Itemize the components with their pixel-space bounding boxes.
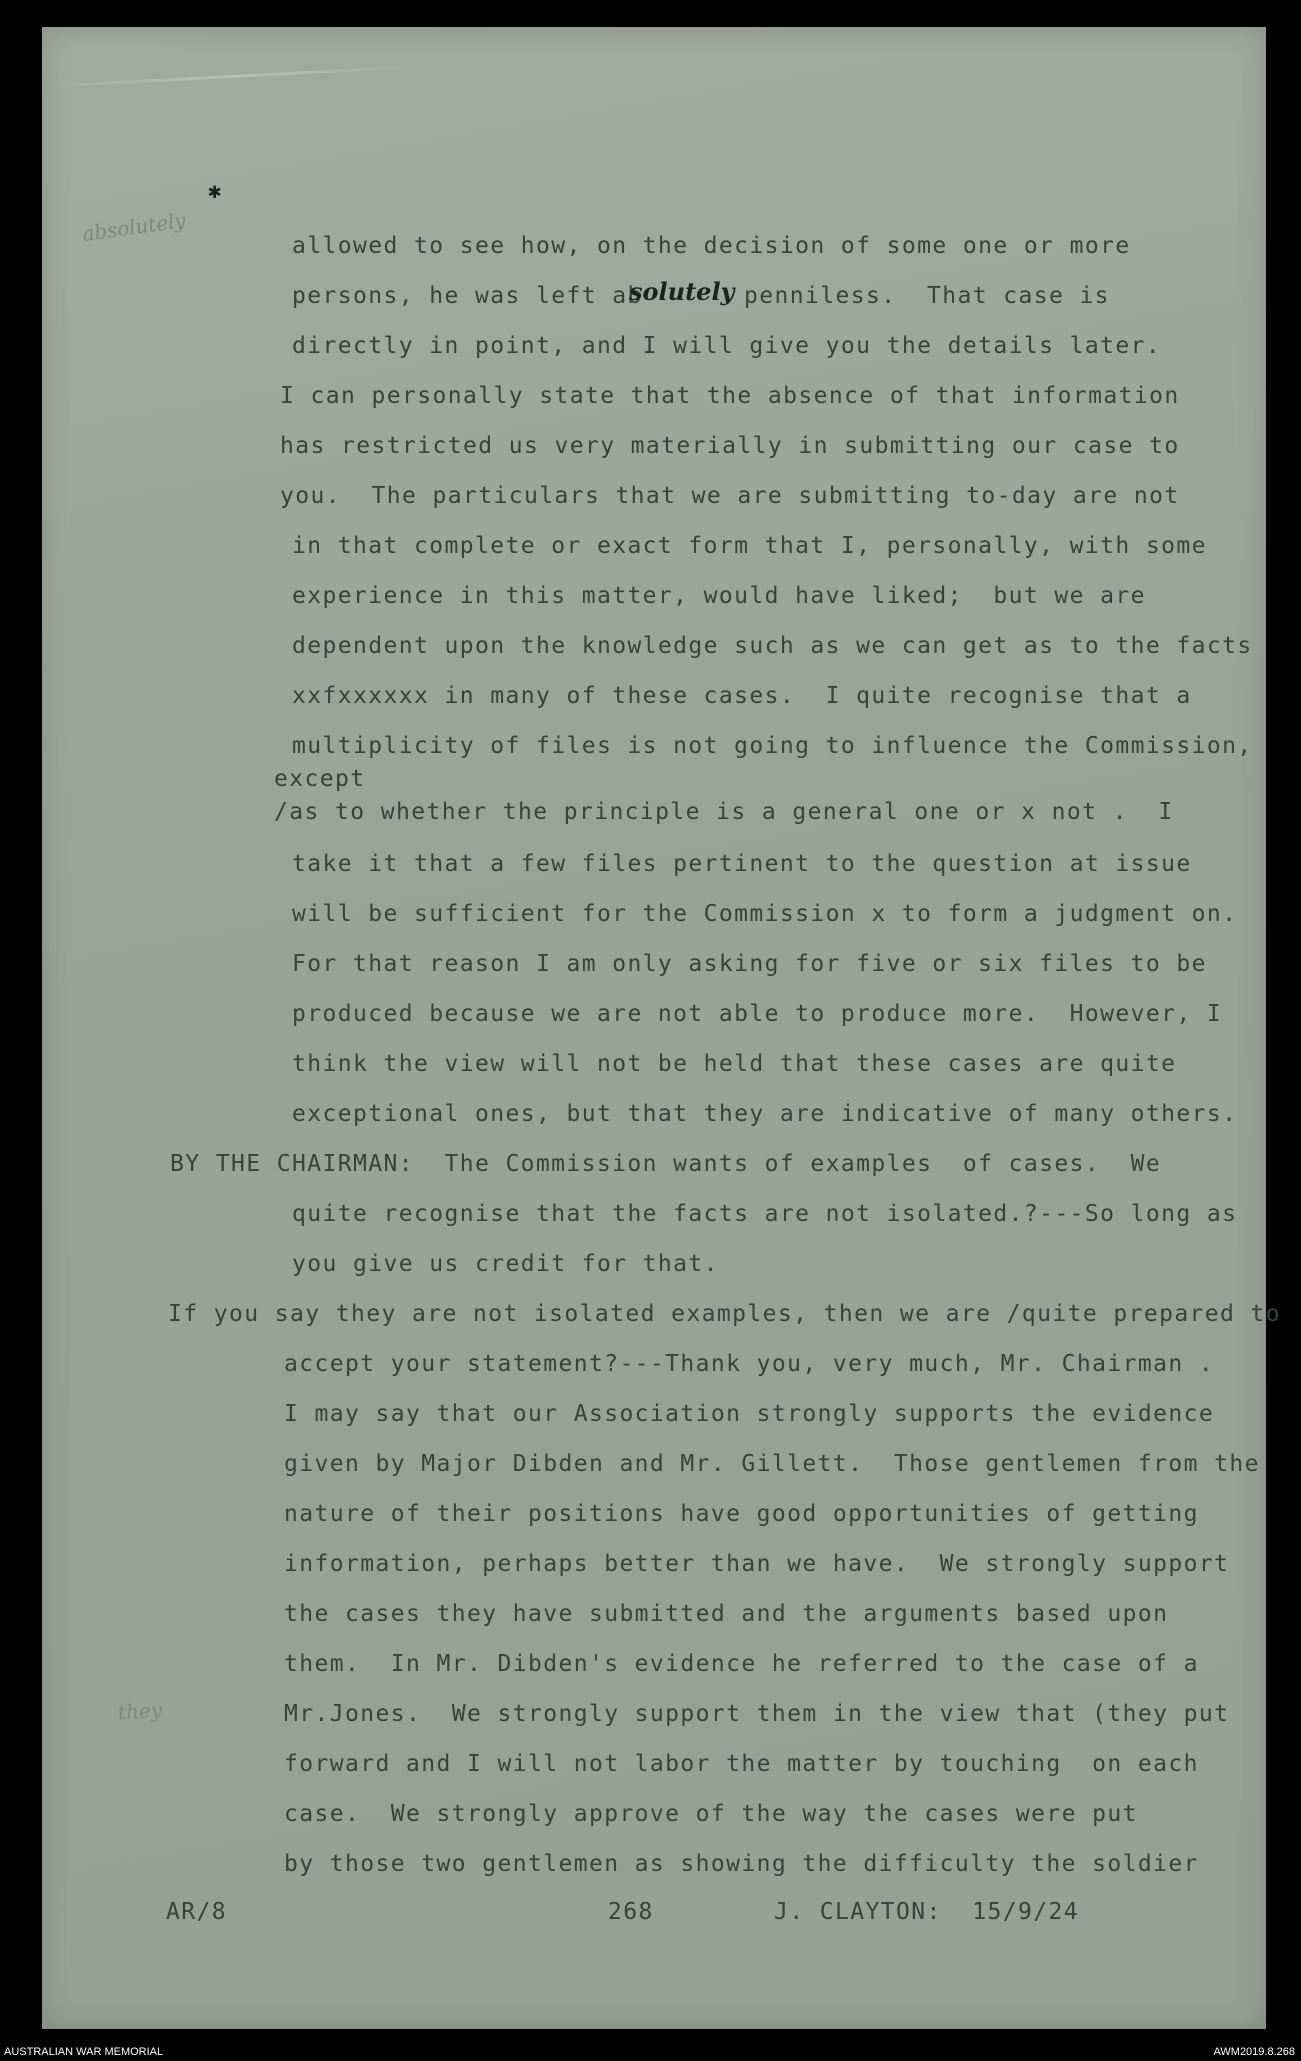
text-line: xxfxxxxxx in many of these cases. I quite recognise that a [292,683,1192,709]
inserted-word: except [274,766,366,792]
margin-note-they: they [117,1697,163,1725]
ink-mark-icon: ✱ [208,179,222,204]
text-line: will be sufficient for the Commission x to form a judgment on. [292,901,1238,927]
archive-name: AUSTRALIAN WAR MEMORIAL [4,2046,164,2058]
text-line: think the view will not be held that these cases are quite [292,1051,1177,1077]
text-line: them. In Mr. Dibden's evidence he referred to the case of a [284,1651,1199,1677]
text-line: accept your statement?---Thank you, very much, Mr. Chairman . [284,1351,1215,1377]
footer-ref: AR/8 [166,1899,227,1925]
document-page [42,27,1282,2029]
handwritten-insert: solutely [629,277,735,306]
text-line: case. We strongly approve of the way the cases were put [284,1801,1138,1827]
text-line: /as to whether the principle is a general one or x not . I [274,799,1174,825]
text-line: I may say that our Association strongly supports the evidence [284,1401,1215,1427]
text-line: nature of their positions have good opportunities of getting [284,1501,1199,1527]
text-line: information, perhaps better than we have. We strongly support [284,1551,1230,1577]
text-line: exceptional ones, but that they are indicative of many others. [292,1101,1238,1127]
text-line: you give us credit for that. [292,1251,719,1277]
margin-note-absolutely: absolutely [80,207,188,247]
text-line: in that complete or exact form that I, personally, with some [292,533,1207,559]
footer-page-number: 268 [608,1899,654,1925]
text-line: persons, he was left ab [292,283,643,309]
text-line: I can personally state that the absence of that information [280,383,1180,409]
archive-bar [0,2044,1301,2061]
text-line: given by Major Dibden and Mr. Gillett. Those gentlemen from the [284,1451,1260,1477]
text-line: forward and I will not labor the matter by touching on each [284,1751,1199,1777]
text-line: quite recognise that the facts are not isolated.?---So long as [292,1201,1238,1227]
text-line: has restricted us very materially in submitting our case to [280,433,1180,459]
text-line: experience in this matter, would have liked; but we are [292,583,1146,609]
archive-id: AWM2019.8.268 [1213,2046,1295,2058]
text-line: you. The particulars that we are submitting to-day are not [280,483,1180,509]
text-line: by those two gentlemen as showing the difficulty the soldier [284,1851,1199,1877]
text-line: allowed to see how, on the decision of some one or more [292,233,1131,259]
text-line: If you say they are not isolated examples, then we are /quite prepared to [168,1301,1282,1327]
text-line: dependent upon the knowledge such as we can get as to the facts [292,633,1253,659]
text-line: penniless. That case is [744,283,1110,309]
text-line: the cases they have submitted and the arguments based upon [284,1601,1169,1627]
text-line: Mr.Jones. We strongly support them in the view that (they put [284,1701,1230,1727]
footer-witness-date: J. CLAYTON: 15/9/24 [774,1899,1079,1925]
text-line: multiplicity of files is not going to influence the Commission, [292,733,1253,759]
text-line: take it that a few files pertinent to the question at issue [292,851,1192,877]
text-line: directly in point, and I will give you the details later. [292,333,1162,359]
text-line: For that reason I am only asking for five or six files to be [292,951,1207,977]
paper-crease [42,65,422,88]
chairman-line: BY THE CHAIRMAN: The Commission wants of examples of cases. We [170,1151,1162,1177]
text-line: produced because we are not able to produce more. However, I [292,1001,1223,1027]
